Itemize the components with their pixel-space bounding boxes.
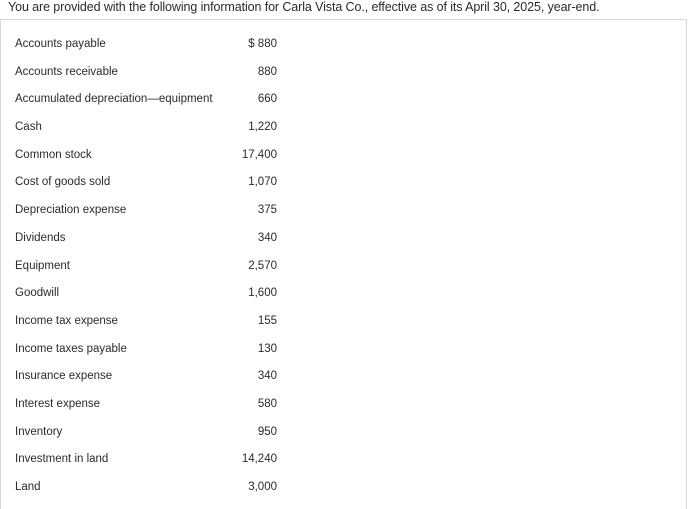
account-label: Income taxes payable	[15, 342, 127, 355]
account-label: Accumulated depreciation—equipment	[15, 93, 213, 106]
account-amount: 155	[257, 314, 277, 327]
account-label: Equipment	[15, 259, 70, 272]
problem-intro-text: You are provided with the following information for Carla Vista Co., effective as of its April 30, 2025, year-end.	[8, 0, 600, 14]
account-amount: 1,220	[248, 121, 277, 134]
account-row	[15, 392, 277, 420]
account-label: Cost of goods sold	[15, 176, 111, 189]
account-row	[15, 143, 277, 171]
account-label: Accounts payable	[15, 38, 106, 50]
account-amount: 2,570	[248, 259, 277, 272]
account-amount: 3,000	[248, 481, 277, 493]
account-amount: 375	[257, 204, 277, 217]
account-label: Inventory	[15, 425, 63, 438]
account-row	[15, 281, 277, 309]
account-label: Goodwill	[15, 287, 60, 300]
account-label: Income tax expense	[15, 314, 118, 327]
account-label: Investment in land	[15, 453, 109, 466]
account-label: Cash	[15, 121, 42, 134]
account-label: Common stock	[15, 148, 92, 161]
accounts-list	[15, 32, 277, 503]
account-row	[15, 115, 277, 143]
account-row	[15, 198, 277, 226]
account-row	[15, 309, 277, 337]
account-amount: 1,600	[248, 287, 277, 300]
account-row	[15, 60, 277, 88]
account-amount: 1,070	[248, 176, 277, 189]
account-amount: 580	[257, 397, 277, 410]
account-amount: 130	[257, 342, 277, 355]
account-amount: 950	[257, 425, 277, 438]
account-row	[15, 226, 277, 254]
account-amount: 340	[257, 370, 277, 383]
account-label: Interest expense	[15, 397, 101, 410]
account-row	[15, 32, 277, 60]
account-row	[15, 447, 277, 475]
account-row	[15, 170, 277, 198]
account-row	[15, 475, 277, 503]
account-label: Land	[15, 481, 41, 493]
account-amount: 17,400	[241, 148, 277, 161]
account-row	[15, 420, 277, 448]
account-row	[15, 337, 277, 365]
account-row	[15, 364, 277, 392]
account-label: Accounts receivable	[15, 65, 118, 78]
account-amount: 340	[257, 231, 277, 244]
account-amount: $ 880	[248, 38, 277, 50]
account-label: Dividends	[15, 231, 66, 244]
account-row	[15, 254, 277, 282]
account-row	[15, 87, 277, 115]
account-amount: 880	[257, 65, 277, 78]
account-label: Insurance expense	[15, 370, 113, 383]
account-amount: 14,240	[241, 453, 277, 466]
account-label: Depreciation expense	[15, 204, 127, 217]
account-amount: 660	[257, 93, 277, 106]
